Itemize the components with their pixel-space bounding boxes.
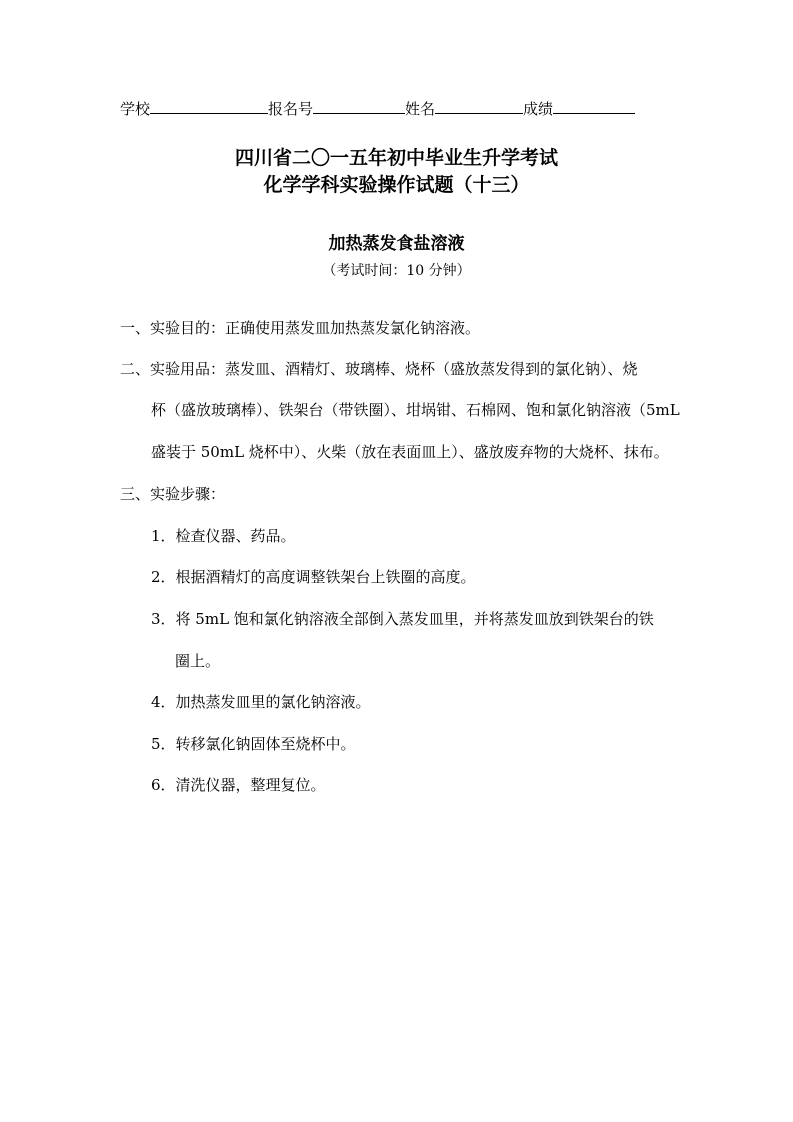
registration-label: 报名号: [268, 100, 314, 118]
step-item-continued: 圈上。: [175, 652, 221, 670]
school-label: 学校: [120, 100, 151, 118]
name-label: 姓名: [405, 100, 436, 118]
step-item: 5．转移氯化钠固体至烧杯中。: [151, 735, 356, 753]
title-line-2: 化学学科实验操作试题（十三）: [263, 174, 530, 196]
name-blank: [435, 98, 523, 114]
experiment-title: 加热蒸发食盐溶液: [328, 234, 465, 254]
step-item: 3．将 5mL 饱和氯化钠溶液全部倒入蒸发皿里，并将蒸发皿放到铁架台的铁: [151, 610, 654, 628]
school-blank: [150, 98, 268, 114]
header-fields: [120, 98, 635, 119]
registration-blank: [313, 98, 405, 114]
score-blank: [553, 98, 635, 114]
step-item: 4．加热蒸发皿里的氯化钠溶液。: [151, 693, 371, 711]
score-label: 成绩: [523, 100, 554, 118]
section-materials-line: 盛装于 50mL 烧杯中）、火柴（放在表面皿上）、盛放废弃物的大烧杯、抹布。: [151, 443, 669, 461]
exam-time: （考试时间：10 分钟）: [322, 263, 471, 279]
section-purpose: 一、实验目的：正确使用蒸发皿加热蒸发氯化钠溶液。: [120, 319, 481, 337]
section-steps-heading: 三、实验步骤：: [120, 485, 226, 503]
step-item: 6．清洗仪器，整理复位。: [151, 776, 326, 794]
section-materials-line: 杯（盛放玻璃棒）、铁架台（带铁圈）、坩埚钳、石棉网、饱和氯化钠溶液（5mL: [151, 401, 680, 419]
step-item: 1．检查仪器、药品。: [151, 527, 296, 545]
section-materials-line: 二、实验用品：蒸发皿、酒精灯、玻璃棒、烧杯（盛放蒸发得到的氯化钠）、烧: [120, 360, 638, 378]
step-item: 2．根据酒精灯的高度调整铁架台上铁圈的高度。: [151, 568, 476, 586]
title-line-1: 四川省二〇一五年初中毕业生升学考试: [234, 147, 558, 169]
